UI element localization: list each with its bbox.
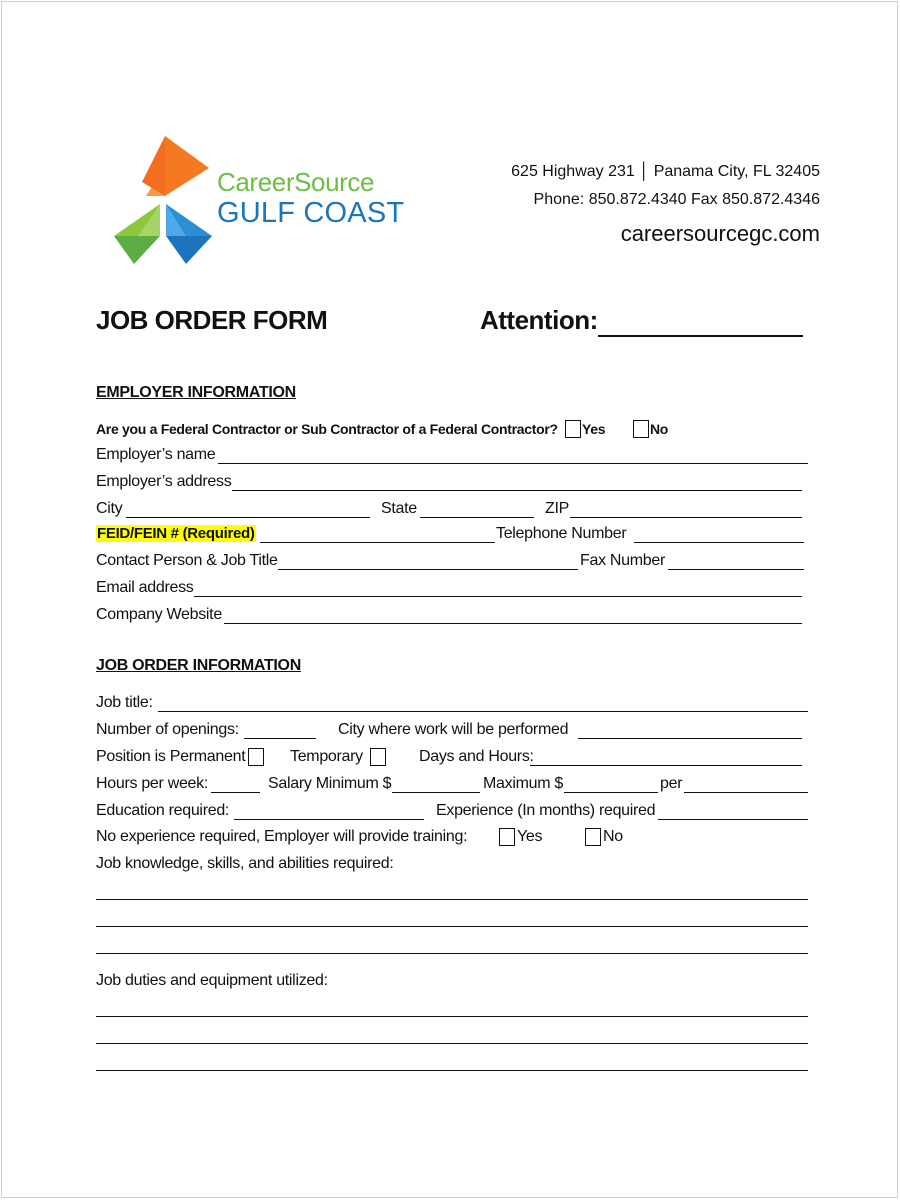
position-type-row xyxy=(0,746,900,768)
duties-label: Job duties and equipment utilized: xyxy=(96,972,328,989)
salary-minimum-field[interactable] xyxy=(392,792,480,793)
contact-person-label: Contact Person & Job Title xyxy=(96,552,278,569)
experience-field[interactable] xyxy=(658,819,808,820)
careersource-logo-icon xyxy=(110,132,220,267)
state-field[interactable] xyxy=(420,517,534,518)
duties-field-line-1[interactable] xyxy=(96,1016,808,1017)
zip-label: ZIP xyxy=(545,500,569,517)
knowledge-field-line-2[interactable] xyxy=(96,926,808,927)
telephone-field[interactable] xyxy=(634,542,804,543)
training-no-checkbox[interactable] xyxy=(585,828,601,846)
feid-telephone-row xyxy=(0,523,900,545)
salary-maximum-field[interactable] xyxy=(564,792,658,793)
telephone-label: Telephone Number xyxy=(496,525,627,542)
federal-contractor-no-checkbox[interactable] xyxy=(633,420,649,438)
fax-label: Fax Number xyxy=(580,552,666,569)
hours-per-week-field[interactable] xyxy=(211,792,260,793)
job-order-information-heading: JOB ORDER INFORMATION xyxy=(96,657,301,674)
federal-contractor-yes-label: Yes xyxy=(582,421,606,437)
training-yes-label: Yes xyxy=(517,828,543,845)
employer-address-row xyxy=(0,471,900,493)
feid-required-label: FEID/FEIN # (Required) xyxy=(97,525,255,542)
work-city-label: City where work will be performed xyxy=(338,721,569,738)
company-website-label: Company Website xyxy=(96,606,222,623)
training-no-label: No xyxy=(603,828,623,845)
training-yes-checkbox[interactable] xyxy=(499,828,515,846)
temporary-label: Temporary xyxy=(290,748,363,765)
work-city-field[interactable] xyxy=(578,738,802,739)
city-label: City xyxy=(96,500,123,517)
attention-label: Attention: xyxy=(480,305,598,335)
employer-address-label: Employer’s address xyxy=(96,473,232,490)
experience-label: Experience (In months) required xyxy=(436,802,656,819)
brand-name-careersource: CareerSource xyxy=(217,167,375,197)
brand-name-gulf-coast: GULF COAST xyxy=(217,197,405,229)
education-label: Education required: xyxy=(96,802,230,819)
job-title-label: Job title: xyxy=(96,694,153,711)
permanent-label: Position is Permanent xyxy=(96,748,246,765)
no-experience-label: No experience required, Employer will provide training: xyxy=(96,828,468,845)
employer-name-label: Employer’s name xyxy=(96,446,216,463)
duties-row xyxy=(0,970,900,992)
salary-per-field[interactable] xyxy=(684,792,808,793)
employer-name-row xyxy=(0,444,900,466)
federal-contractor-no-label: No xyxy=(650,421,669,437)
education-field[interactable] xyxy=(234,819,424,820)
openings-field[interactable] xyxy=(244,738,316,739)
contact-person-field[interactable] xyxy=(278,569,578,570)
city-state-zip-row xyxy=(0,498,900,520)
fax-field[interactable] xyxy=(668,569,804,570)
federal-contractor-question: Are you a Federal Contractor or Sub Contractor of a Federal Contractor? xyxy=(96,421,558,437)
hours-salary-row xyxy=(0,773,900,795)
job-title-field[interactable] xyxy=(158,711,808,712)
knowledge-row xyxy=(0,853,900,875)
salary-per-label: per xyxy=(660,775,683,792)
knowledge-field-line-3[interactable] xyxy=(96,953,808,954)
salary-minimum-label: Salary Minimum $ xyxy=(268,775,392,792)
office-website-link[interactable]: careersourcegc.com xyxy=(620,221,820,246)
office-phone-fax: Phone: 850.872.4340 Fax 850.872.4346 xyxy=(533,191,820,208)
knowledge-field-line-1[interactable] xyxy=(96,899,808,900)
openings-label: Number of openings: xyxy=(96,721,239,738)
email-field[interactable] xyxy=(194,596,802,597)
salary-maximum-label: Maximum $ xyxy=(483,775,563,792)
duties-field-line-2[interactable] xyxy=(96,1043,808,1044)
form-title: JOB ORDER FORM xyxy=(96,305,328,335)
company-website-row xyxy=(0,604,900,626)
email-row xyxy=(0,577,900,599)
office-address: 625 Highway 231 │ Panama City, FL 32405 xyxy=(511,163,820,180)
employer-name-field[interactable] xyxy=(218,463,808,464)
zip-field[interactable] xyxy=(570,517,802,518)
employer-address-field[interactable] xyxy=(232,490,802,491)
company-website-field[interactable] xyxy=(224,623,802,624)
city-field[interactable] xyxy=(126,517,370,518)
days-hours-field[interactable] xyxy=(530,765,802,766)
federal-contractor-yes-checkbox[interactable] xyxy=(565,420,581,438)
duties-field-line-3[interactable] xyxy=(96,1070,808,1071)
employer-information-heading: EMPLOYER INFORMATION xyxy=(96,384,296,401)
attention-field-line[interactable] xyxy=(598,335,803,337)
federal-contractor-row xyxy=(0,418,900,440)
email-label: Email address xyxy=(96,579,194,596)
feid-field[interactable] xyxy=(260,542,495,543)
state-label: State xyxy=(381,500,417,517)
temporary-checkbox[interactable] xyxy=(370,748,386,766)
job-title-row xyxy=(0,692,900,714)
openings-city-row xyxy=(0,719,900,741)
knowledge-label: Job knowledge, skills, and abilities required: xyxy=(96,855,394,872)
days-hours-label: Days and Hours: xyxy=(419,748,534,765)
hours-per-week-label: Hours per week: xyxy=(96,775,208,792)
no-experience-row xyxy=(0,826,900,848)
education-experience-row xyxy=(0,800,900,822)
permanent-checkbox[interactable] xyxy=(248,748,264,766)
contact-fax-row xyxy=(0,550,900,572)
